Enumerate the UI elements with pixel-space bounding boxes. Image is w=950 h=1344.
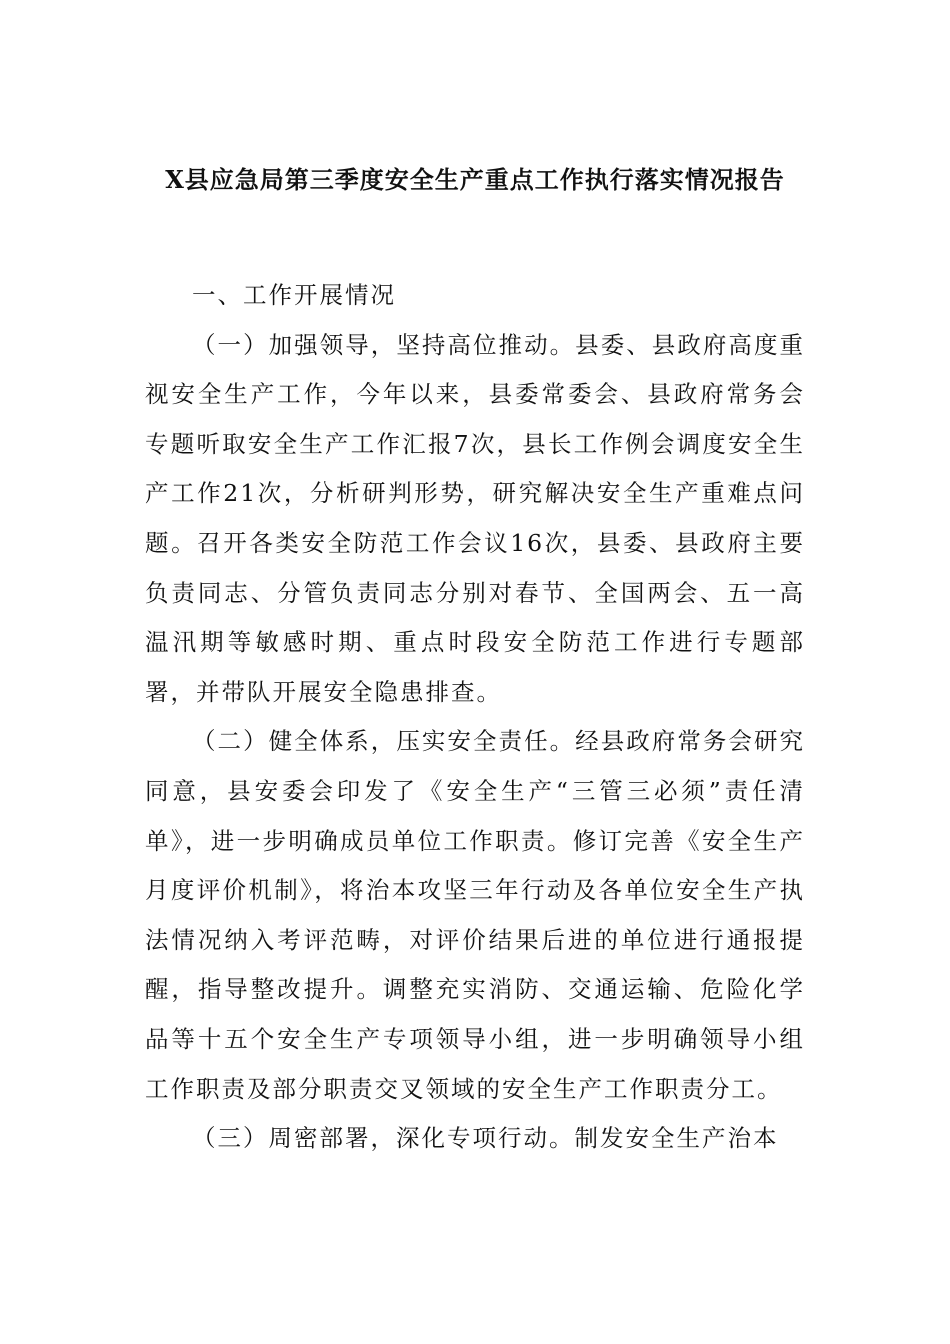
paragraph: （二）健全体系，压实安全责任。经县政府常务会研究同意，县安委会印发了《安全生产“三管三必须”责任清单》，进一步明确成员单位工作职责。修订完善《安全生产月度评价机制》，将治本攻坚三年行动及各单位安全生产执法情况纳入考评范畴，对评价结果后进的单位进行通报提醒，指导整改提升。调整充实消防、交通运输、危险化学品等十五个安全生产专项领导小组，进一步明确领导小组工作职责及部分职责交叉领域的安全生产工作职责分工。 — [145, 727, 805, 1103]
section-heading: 一、工作开展情况 — [192, 281, 396, 309]
paragraph: （一）加强领导，坚持高位推动。县委、县政府高度重视安全生产工作，今年以来，县委常委会、县政府常务会专题听取安全生产工作汇报7次，县长工作例会调度安全生产工作21次，分析研判形势，研究解决安全生产重难点问题。召开各类安全防范工作会议16次，县委、县政府主要负责同志、分管负责同志分别对春节、全国两会、五一高温汛期等敏感时期、重点时段安全防范工作进行专题部署，并带队开展安全隐患排查。 — [145, 330, 805, 706]
document-title: X县应急局第三季度安全生产重点工作执行落实情况报告 — [165, 165, 785, 194]
document-body — [145, 271, 805, 1164]
paragraph: （三）周密部署，深化专项行动。制发安全生产治本 — [192, 1124, 779, 1153]
